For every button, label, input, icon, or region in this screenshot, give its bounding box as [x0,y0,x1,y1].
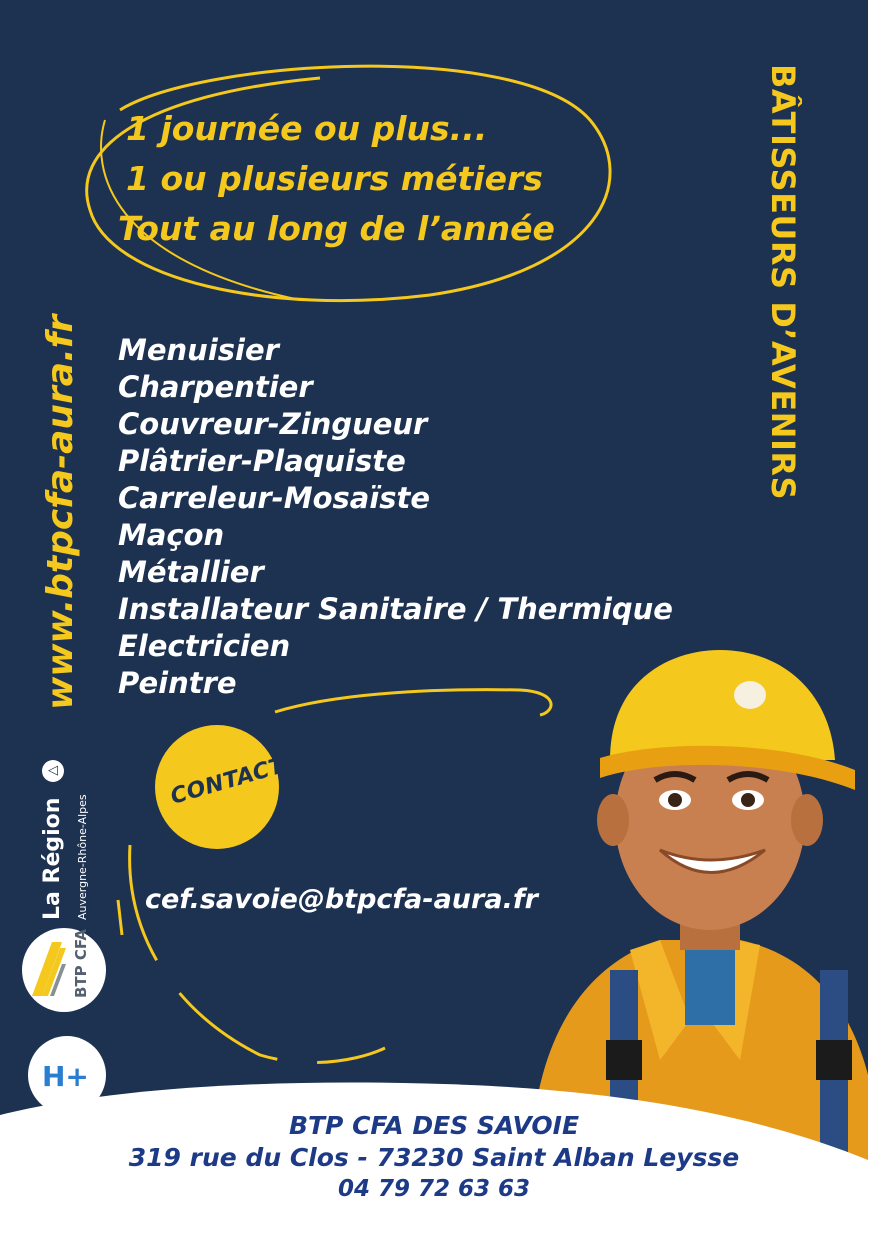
footer-name: BTP CFA DES SAVOIE [288,1111,580,1140]
footer-phone[interactable]: 04 79 72 63 63 [337,1176,531,1202]
region-icon: ◁ [42,760,64,782]
hplus-icon: H+ [42,1060,89,1093]
contact-label: CONTACT [167,753,288,810]
job-item: Plâtrier-Plaquiste [118,444,406,478]
footer-address: 319 rue du Clos - 73230 Saint Alban Leysse [128,1143,740,1172]
side-title-text: BÂTISSEURS D’AVENIRS [764,64,802,501]
headline-line-3: Tout au long de l’année [118,209,555,248]
job-item: Maçon [118,518,225,552]
region-name: La Région [40,797,65,920]
job-item: Métallier [118,555,264,589]
email-link[interactable]: cef.savoie@btpcfa-aura.fr [145,884,538,915]
region-subtitle: Auvergne-Rhône-Alpes [76,794,89,920]
headline-line-1: 1 journée ou plus... [126,109,488,148]
job-item: Carreleur-Mosaïste [118,481,431,515]
website-text[interactable]: www.btpcfa-aura.fr [40,314,81,710]
job-item: Peintre [118,666,237,700]
job-item: Installateur Sanitaire / Thermique [118,592,673,626]
footer [0,1110,868,1204]
job-item: Couvreur-Zingueur [118,407,428,441]
headline-line-2: 1 ou plusieurs métiers [126,159,543,198]
job-item: Menuisier [118,333,279,367]
btp-cfa-logo-text: BTP CFA [72,928,90,998]
job-item: Charpentier [118,370,313,404]
job-item: Electricien [118,629,291,663]
